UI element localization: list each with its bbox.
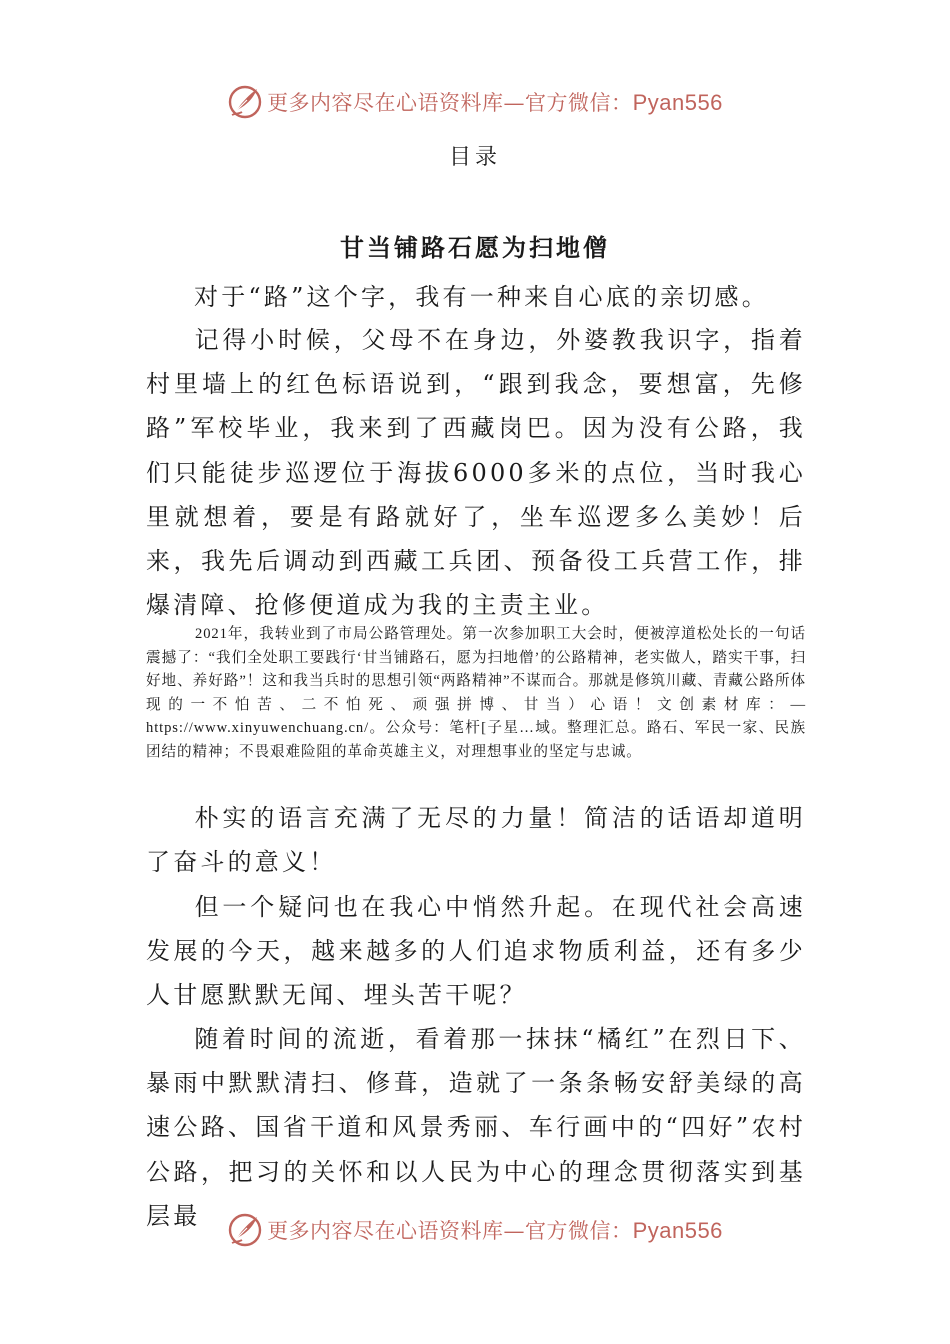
paragraph-text: 随着时间的流逝，看着那一抹抹“橘红”在烈日下、暴雨中默默清扫、修葺，造就了一条条畅安舒美绿的高速公路、国省干道和风景秀丽、车行画中的“四好”农村公路，把习的关怀和以人民为中心的理念贯彻落实到基层最: [146, 1025, 806, 1230]
wechat-id: Pyan556: [632, 1218, 723, 1243]
paragraph-1: [146, 275, 806, 319]
paragraph-6: [146, 1017, 806, 1238]
paragraph-text: 朴实的语言充满了无尽的力量！简洁的话语却道明了奋斗的意义！: [146, 804, 806, 877]
paragraph-4: [146, 796, 806, 884]
footer-watermark-banner: [0, 1210, 950, 1250]
toc-title: 目录: [448, 145, 501, 170]
paragraph-5: [146, 885, 806, 1018]
banner-text: 更多内容尽在心语资料库—官方微信：Pyan556: [267, 90, 723, 115]
paragraph-text: 2021年，我转业到了市局公路管理处。第一次参加职工大会时，便被淳道松处长的一句话震撼了：“我们全处职工要践行‘甘当铺路石，愿为扫地僧’的公路精神，老实做人，踏实干事，扫好地、养好路”！这和我当兵时的思想引领“两路精神”不谋而合。那就是修筑川藏、青藏公路所体现的一不怕苦、二不怕死、顽强拼博、甘当）心语！文创素材库：—https://www.xinyuwenchuang.cn/。公众号：笔杆[子星…域。整理汇总。路石、军民一家、民族团结的精神；不畏艰难险阻的革命英雄主义，对理想事业的坚定与忠诚。: [146, 626, 806, 760]
paragraph-2: [146, 318, 806, 627]
paragraph-text: 对于“路”这个字，我有一种来自心底的亲切感。: [194, 283, 769, 311]
quill-logo-icon: [227, 84, 263, 120]
header-watermark-banner: [0, 82, 950, 122]
banner-text: 更多内容尽在心语资料库—官方微信：Pyan556: [267, 1218, 723, 1243]
quill-logo-icon: [227, 1212, 263, 1248]
article-title: 甘当铺路石愿为扫地僧: [340, 233, 610, 262]
paragraph-3-small: [146, 623, 806, 764]
wechat-id: Pyan556: [632, 90, 723, 115]
paragraph-text: 记得小时候，父母不在身边，外婆教我识字，指着村里墙上的红色标语说到，“跟到我念，要想富，先修路”军校毕业，我来到了西藏岗巴。因为没有公路，我们只能徒步巡逻位于海拔6000多米的点位，当时我心里就想着，要是有路就好了，坐车巡逻多么美妙！后来，我先后调动到西藏工兵团、预备役工兵营工作，排爆清障、抢修便道成为我的主责主业。: [146, 326, 806, 620]
paragraph-text: 但一个疑问也在我心中悄然升起。在现代社会高速发展的今天，越来越多的人们追求物质利益，还有多少人甘愿默默无闻、埋头苦干呢？: [146, 893, 806, 1010]
